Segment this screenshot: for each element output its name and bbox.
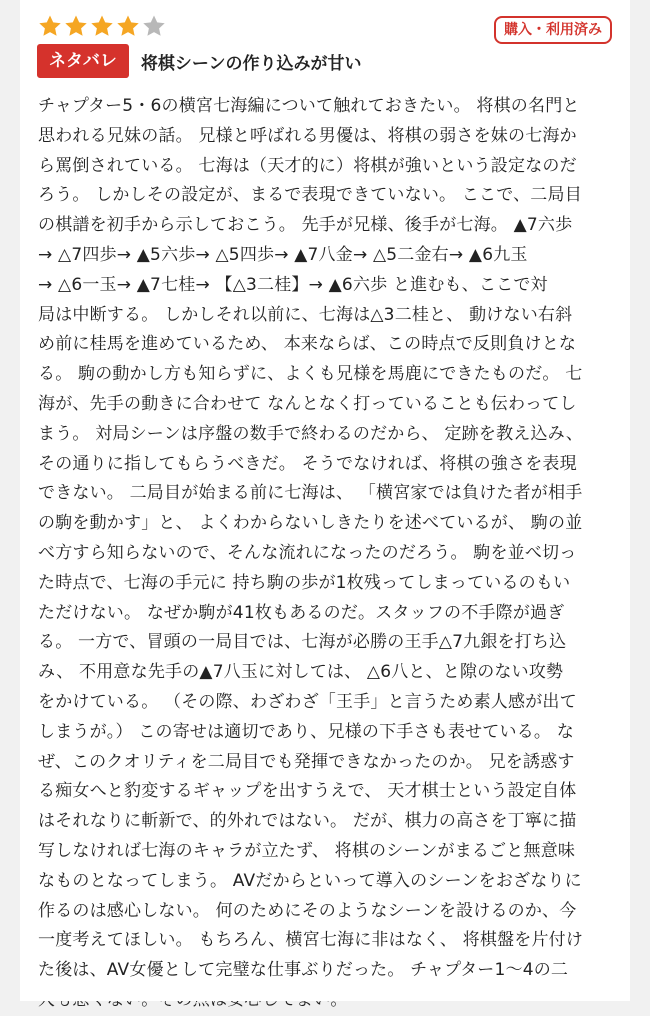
purchase-used-badge: 購入・利用済み [494, 16, 612, 44]
spoiler-badge[interactable]: ネタバレ [37, 44, 129, 78]
star-filled-icon [38, 14, 62, 38]
review-body: チャプター5・6の横宮七海編について触れておきたい。 将棋の名門と 思われる兄妹の話。 兄様と呼ばれる男優は、将棋の弱さを妹の七海か ら罵倒されている。 七海は（天才的に）将棋が強いという設定なのだ ろう。 しかしその設定が、まるで表現できていない。 ここで、二局目 の棋譜を初手から示しておこう。 先手が兄様、後手が七海。 ▲7六歩 → △7四歩→ ▲5六歩→ △5四歩→ ▲7八金→ △5二金右→ ▲6九玉 → △6一玉→ ▲7七桂→ 【△3二桂】→ ▲6六歩 と進むも、ここで対 局は中断する。 しかしそれ以前に、七海は△3二桂と、 動けない右斜 め前に桂馬を進めているため、 本来ならば、この時点で反則負けとな る。 駒の動かし方も知らずに、よくも兄様を馬鹿にできたものだ。 七 海が、先手の動きに合わせて なんとなく打っていることも伝わってし まう。 対局シーンは序盤の数手で終わるのだから、 定跡を教え込み、 その通りに指してもらうべきだ。 そうでなければ、将棋の強さを表現 できない。 二局目が始まる前に七海は、 「横宮家では負けた者が相手 の駒を動かす」と、 よくわからないしきたりを述べているが、 駒の並 べ方すら知らないので、そんな流れになったのだろう。 駒を並べ切っ た時点で、七海の手元に 持ち駒の歩が1枚残ってしまっているのもい ただけない。 なぜか駒が41枚もあるのだ。スタッフの不手際が過ぎ る。 一方で、冒頭の一局目では、七海が必勝の王手△7九銀を打ち込 み、 不用意な先手の▲7八玉に対しては、 △6八と、と隙のない攻勢 をかけている。 （その際、わざわざ「王手」と言うため素人感が出て しまうが。） この寄せは適切であり、兄様の下手さも表せている。 な ぜ、このクオリティを二局目でも発揮できなかったのか。 兄を誘惑す る痴女へと豹変するギャップを出すうえで、 天才棋士という設定自体 はそれなりに斬新で、的外れではない。 だが、棋力の高さを丁寧に描 写しなければ七海のキャラが立たず、 将棋のシーンがまるごと無意味 なものとなってしまう。 AVだからといって導入のシーンをおざなりに 作るのは感心しない。 何のためにそのようなシーンを設けるのか、今 一度考えてほしい。 もちろん、横宮七海に非はなく、 将棋盤を片付け た後は、AV女優として完璧な仕事ぶりだった。 チャプター1〜4の二 [38, 96, 584, 981]
review-card [20, 0, 630, 1001]
review-title-row [37, 44, 362, 78]
star-empty-icon [142, 14, 166, 38]
star-filled-icon [90, 14, 114, 38]
card-bottom-edge [20, 985, 630, 1001]
star-filled-icon [116, 14, 140, 38]
star-rating [38, 14, 166, 38]
review-title: 将棋シーンの作り込みが甘い [140, 53, 362, 74]
star-filled-icon [64, 14, 88, 38]
